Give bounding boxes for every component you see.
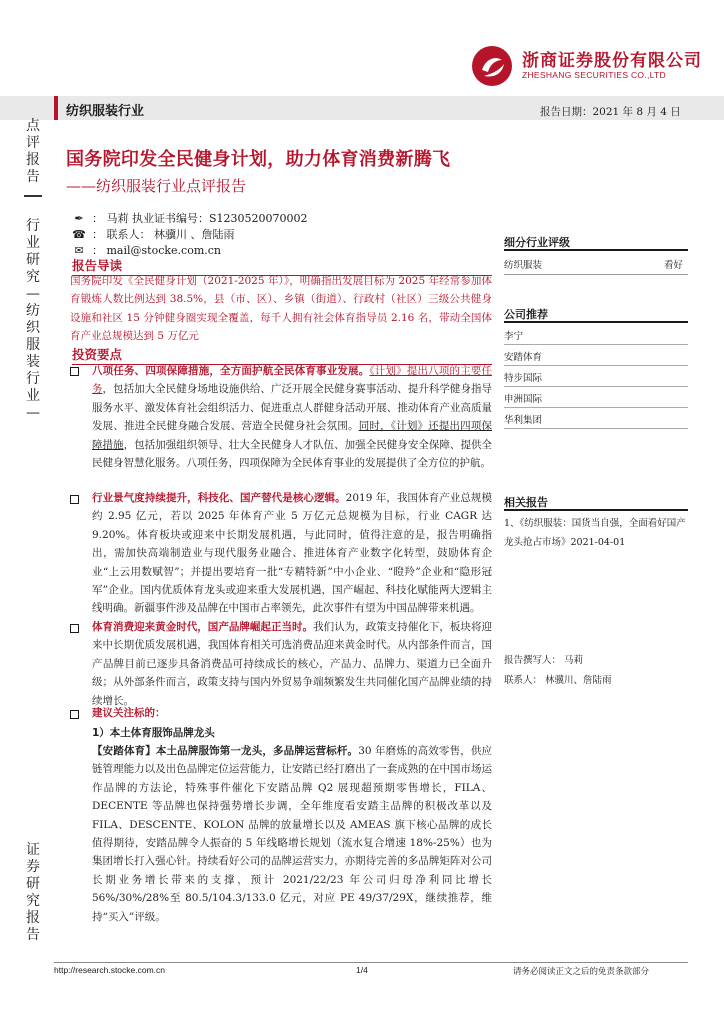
company-item: 李宁 xyxy=(504,324,688,345)
bullet-2 xyxy=(92,489,492,618)
bullet-3-text: 我们认为，政策支持催化下，板块将迎来中长期优质发展机遇，我国体育相关可选消费品迎来黄金时代。从内部条件而言，国产品牌目前已逐步具备消费品可持续成长的核心，产品力、品牌力、渠道力已全面升级；从外部条件而言，政策支持与国内外贸易争端频繁发生共同催化国产品牌业绩的持续增长。 xyxy=(92,621,493,707)
side-rule xyxy=(504,249,688,251)
contact-row xyxy=(72,226,235,242)
email-text[interactable]: ： mail@stocke.com.cn xyxy=(92,244,221,257)
pen-icon: ✒ xyxy=(74,211,84,225)
bullet-box xyxy=(70,495,79,504)
related-heading: 相关报告 xyxy=(504,496,548,509)
footer-url-link[interactable]: http://research.stocke.com.cn xyxy=(54,965,166,975)
phone-icon: ☎ xyxy=(72,227,86,241)
brand-name-en: ZHESHANG SECURITIES CO.,LTD xyxy=(522,70,666,80)
rating-industry: 纺织服装 xyxy=(504,260,543,271)
bullet-1-heading: 八项任务、四项保障措施，全方面护航全民体育事业发展。 xyxy=(92,365,370,377)
anta-text: 30 年磨炼的高效零售，供应链管理能力以及出色品牌定位运营能力，让安踏已经打磨出了一套成熟的在中国市场运作品牌的方法论，特殊事件催化下安踏品牌 Q2 展现超预期零售增长，FILA、DECENTE 等品牌也保持强势增长步调，全年维度看安踏主品牌的积极改革以及 FILA、DESCENTE、KOLON 品牌的放量增长以及 AMEAS 旗下核心品牌的成长值得期待，安踏品牌令人振奋的 5 年线略增长规划（流水复合增速 18%-25%）也为集团增长打入强心针。持续看好公司的品牌运营实力，亦期待完善的多品牌矩阵对公司长期业务增长带来的支撑，预计 2021/22/23 年公司归母净利同比增长 56%/30%/28%至 80.5/104.3/133.0 亿元，对应 PE 49/37/29X，继续推荐，维持“买入”评级。 xyxy=(92,745,493,923)
footer-disclaimer: 请务必阅读正文之后的免责条款部分 xyxy=(513,967,650,977)
vertical-separator xyxy=(24,195,42,197)
side-rule xyxy=(504,509,688,511)
bullet-4-heading xyxy=(92,704,492,722)
bullet-4-subheading: 1）本土体育服饰品牌龙头 xyxy=(92,727,215,739)
page-number: 1/4 xyxy=(356,965,368,975)
bullet-2-heading: 行业景气度持续提升，科技化、国产替代是核心逻辑。 xyxy=(92,492,346,504)
company-item: 申洲国际 xyxy=(504,387,688,408)
rating-heading: 细分行业评级 xyxy=(504,236,570,249)
companies-heading: 公司推荐 xyxy=(504,308,548,321)
report-contacts: 联系人： 林骥川、詹陆雨 xyxy=(504,675,612,686)
invest-heading: 投资要点 xyxy=(72,345,492,365)
company-logo-icon xyxy=(470,44,514,88)
side-rule xyxy=(504,321,688,323)
report-subtitle: ——纺织服装行业点评报告 xyxy=(66,177,247,195)
brand-name-cn: 浙商证券股份有限公司 xyxy=(522,51,702,71)
header-accent xyxy=(54,96,58,120)
bullet-2-text: 2019 年，我国体育产业总规模约 2.95 亿元，若以 2025 年体育产业 5 万亿元总规模为目标，行业 CAGR 达 9.20%。体育板块或迎来中长期发展机遇，与此同时，值得注意的是，报告明确指出，需加快高端制造业与现代服务业融合、推进体育产业数字化转型，鼓励体育企业“上云用数赋智”；并提出要培育一批“专精特新”中小企业、“瞪羚”企业和“隐形冠军”企业。国内优质体育龙头或迎来重大发展机遇，国产崛起、科技化赋能两大逻辑主线明确。新疆事件涉及品牌在中国市占率领先，此次事件有望为中国品牌带来机遇。 xyxy=(92,492,492,615)
bullet-box xyxy=(70,710,79,719)
bullet-box xyxy=(70,367,79,376)
bullet-1-text-1: ，包括加大全民健身场地设施供给、广泛开展全民健身赛事活动、提升科学健身指导服务水平、激发体育社会组织活力、促进重点人群健身活动开展、推动体育产业高质量发展、推进全民健身融合发展、营造全民健身社会氛围。 xyxy=(92,383,493,433)
bullet-3 xyxy=(92,618,492,710)
report-date: 报告日期：2021 年 8 月 4 日 xyxy=(540,106,681,118)
side-rule xyxy=(504,274,688,275)
vertical-label-securities: 证券研究报告 xyxy=(26,842,40,943)
analyst-text: ： 马莉 执业证书编号：S1230520070002 xyxy=(92,212,308,225)
company-item: 安踏体育 xyxy=(504,345,688,366)
bullet-3-heading: 体育消费迎来黄金时代，国产品牌崛起正当时。 xyxy=(92,621,314,633)
company-item: 特步国际 xyxy=(504,366,688,387)
bullet-1-text-2: ，包括加强组织领导、壮大全民健身人才队伍、加强全民健身安全保障、提供全民健身智慧化服务。八项任务，四项保障为全民体育事业的发展提供了全方位的护航。 xyxy=(92,438,493,470)
anta-heading: 【安踏体育】本土品牌服饰第一龙头，多品牌运营标杆。 xyxy=(92,745,359,757)
vertical-label-review: 点评报告 xyxy=(26,118,40,185)
bullet-1 xyxy=(92,362,492,472)
footer-rule xyxy=(54,962,688,963)
guide-heading: 报告导读 xyxy=(72,256,492,276)
contact-text: ： 联系人： 林骥川 、詹陆雨 xyxy=(92,228,235,241)
report-writer: 报告撰写人： 马莉 xyxy=(504,655,584,666)
guide-text: 国务院印发《全民健身计划（2021-2025 年）》，明确指出发展目标为 2025 年经常参加体育锻炼人数比例达到 38.5%，县（市、区）、乡镇（街道）、行政村（社区）三级公共健身设施和社区 15 分钟健身圈实现全覆盖，每千人拥有社会体育指导员 2.16 名，带动全国体育产业总规模达到 5 万亿元 xyxy=(70,275,492,343)
vertical-label-industry: 行业研究—纺织服装行业— xyxy=(26,218,40,421)
industry-label: 纺织服装行业 xyxy=(66,104,145,119)
bullet-4-heading-text: 建议关注标的： xyxy=(92,707,166,719)
bullet-box xyxy=(70,624,79,633)
rating-value: 看好 xyxy=(664,260,684,271)
report-title: 国务院印发全民健身计划，助力体育消费新腾飞 xyxy=(66,149,451,170)
bullet-1-underline-1: 《计划》提出八项的主要任务 xyxy=(92,365,492,396)
related-report-link[interactable]: 1、《纺织服装：国货当自强，全面看好国产龙头抢占市场》2021-04-01 xyxy=(504,518,686,548)
company-item: 华利集团 xyxy=(504,408,688,429)
anta-paragraph xyxy=(92,742,492,926)
bullet-1-underline-2: 同时，《计划》还提出四项保障措施 xyxy=(92,420,493,451)
analyst-row xyxy=(72,210,308,226)
mail-icon: ✉ xyxy=(74,243,84,257)
